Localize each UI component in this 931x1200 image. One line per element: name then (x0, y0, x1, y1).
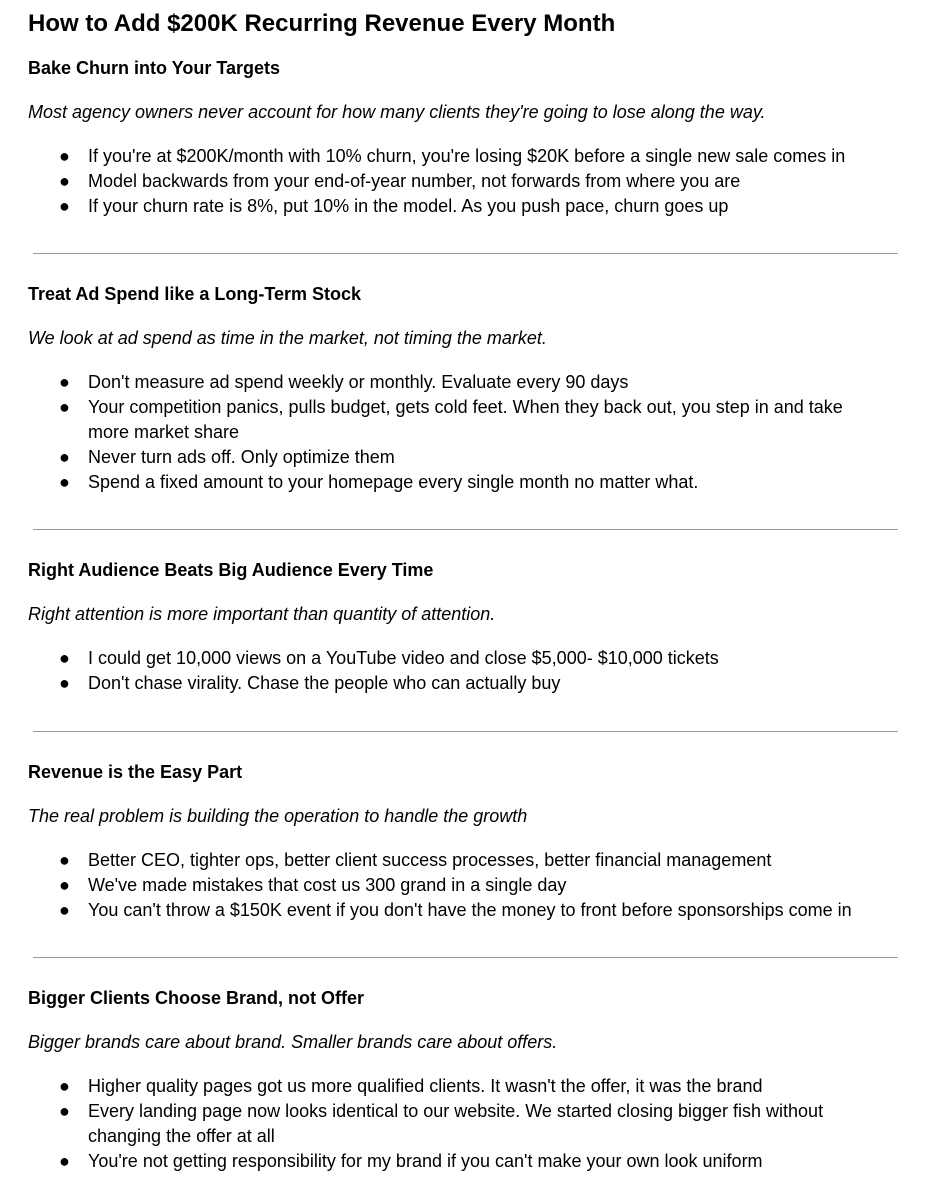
bullet-icon: ● (59, 146, 70, 166)
list-item (28, 873, 903, 898)
list-item (28, 194, 903, 219)
list-item (28, 848, 903, 873)
list-item-text: We've made mistakes that cost us 300 grand in a single day (88, 874, 567, 895)
bullet-list (28, 646, 903, 696)
bullet-icon: ● (59, 397, 70, 418)
list-item-text: If you're at $200K/month with 10% churn, you're losing $20K before a single new sale comes in (88, 146, 846, 166)
bullet-list (28, 370, 903, 494)
section-right-audience (28, 558, 903, 696)
bullet-icon: ● (59, 471, 70, 492)
section-heading: Right Audience Beats Big Audience Every Time (28, 560, 434, 581)
section-subtitle: Bigger brands care about brand. Smaller brands care about offers. (28, 1032, 558, 1053)
section-divider (33, 529, 898, 530)
bullet-icon: ● (59, 1076, 70, 1097)
list-item (28, 169, 903, 194)
bullet-icon: ● (59, 1101, 70, 1122)
section-ad-spend (28, 282, 903, 494)
document-title: How to Add $200K Recurring Revenue Every Month (28, 10, 616, 37)
bullet-icon: ● (59, 849, 70, 870)
bullet-list (28, 1074, 903, 1173)
section-heading: Bake Churn into Your Targets (28, 58, 281, 78)
list-item-text: You can't throw a $150K event if you don't have the money to front before sponsorships come in (88, 899, 852, 920)
bullet-list (28, 848, 903, 922)
list-item-text: Spend a fixed amount to your homepage every single month no matter what. (88, 471, 699, 492)
list-item-text: Model backwards from your end-of-year number, not forwards from where you are (88, 170, 741, 191)
list-item-text: Better CEO, tighter ops, better client success processes, better financial management (88, 849, 772, 870)
list-item (28, 1074, 903, 1099)
section-revenue (28, 760, 903, 922)
section-heading: Revenue is the Easy Part (28, 761, 243, 782)
bullet-icon: ● (59, 446, 70, 467)
bullet-icon: ● (59, 170, 70, 191)
list-item (28, 1149, 903, 1174)
list-item-text: You're not getting responsibility for my brand if you can't make your own look uniform (88, 1150, 763, 1171)
bullet-icon: ● (59, 372, 70, 393)
list-item (28, 370, 903, 395)
section-heading: Treat Ad Spend like a Long-Term Stock (28, 284, 362, 305)
section-subtitle: We look at ad spend as time in the market, not timing the market. (28, 328, 547, 349)
bullet-icon: ● (59, 874, 70, 895)
list-item-text: Never turn ads off. Only optimize them (88, 446, 395, 467)
bullet-icon: ● (59, 195, 70, 216)
list-item (28, 445, 903, 470)
list-item (28, 671, 903, 696)
section-churn (28, 56, 903, 218)
section-subtitle: The real problem is building the operation to handle the growth (28, 805, 528, 826)
list-item (28, 1099, 903, 1149)
section-divider (33, 253, 898, 254)
list-item-text: Higher quality pages got us more qualified clients. It wasn't the offer, it was the brand (88, 1076, 763, 1097)
section-bigger-clients (28, 986, 903, 1173)
bullet-icon: ● (59, 899, 70, 920)
section-divider (33, 731, 898, 732)
list-item (28, 395, 903, 445)
list-item-text: Don't chase virality. Chase the people who can actually buy (88, 673, 561, 694)
list-item (28, 646, 903, 671)
list-item-text: If your churn rate is 8%, put 10% in the model. As you push pace, churn goes up (88, 195, 729, 216)
list-item-text: Every landing page now looks identical to our website. We started closing bigger fish without changing the offer at all (88, 1101, 824, 1146)
list-item (28, 470, 903, 495)
list-item (28, 144, 903, 169)
list-item-text: I could get 10,000 views on a YouTube video and close $5,000- $10,000 tickets (88, 648, 719, 669)
list-item (28, 898, 903, 923)
section-heading: Bigger Clients Choose Brand, not Offer (28, 988, 365, 1009)
list-item-text: Don't measure ad spend weekly or monthly. Evaluate every 90 days (88, 372, 629, 393)
section-subtitle: Most agency owners never account for how many clients they're going to lose along the way. (28, 102, 766, 122)
list-item-text: Your competition panics, pulls budget, gets cold feet. When they back out, you step in and take more market share (88, 397, 843, 442)
bullet-icon: ● (59, 673, 70, 694)
bullet-list (28, 144, 903, 218)
bullet-icon: ● (59, 648, 70, 669)
bullet-icon: ● (59, 1150, 70, 1171)
section-divider (33, 957, 898, 958)
section-subtitle: Right attention is more important than quantity of attention. (28, 604, 496, 625)
